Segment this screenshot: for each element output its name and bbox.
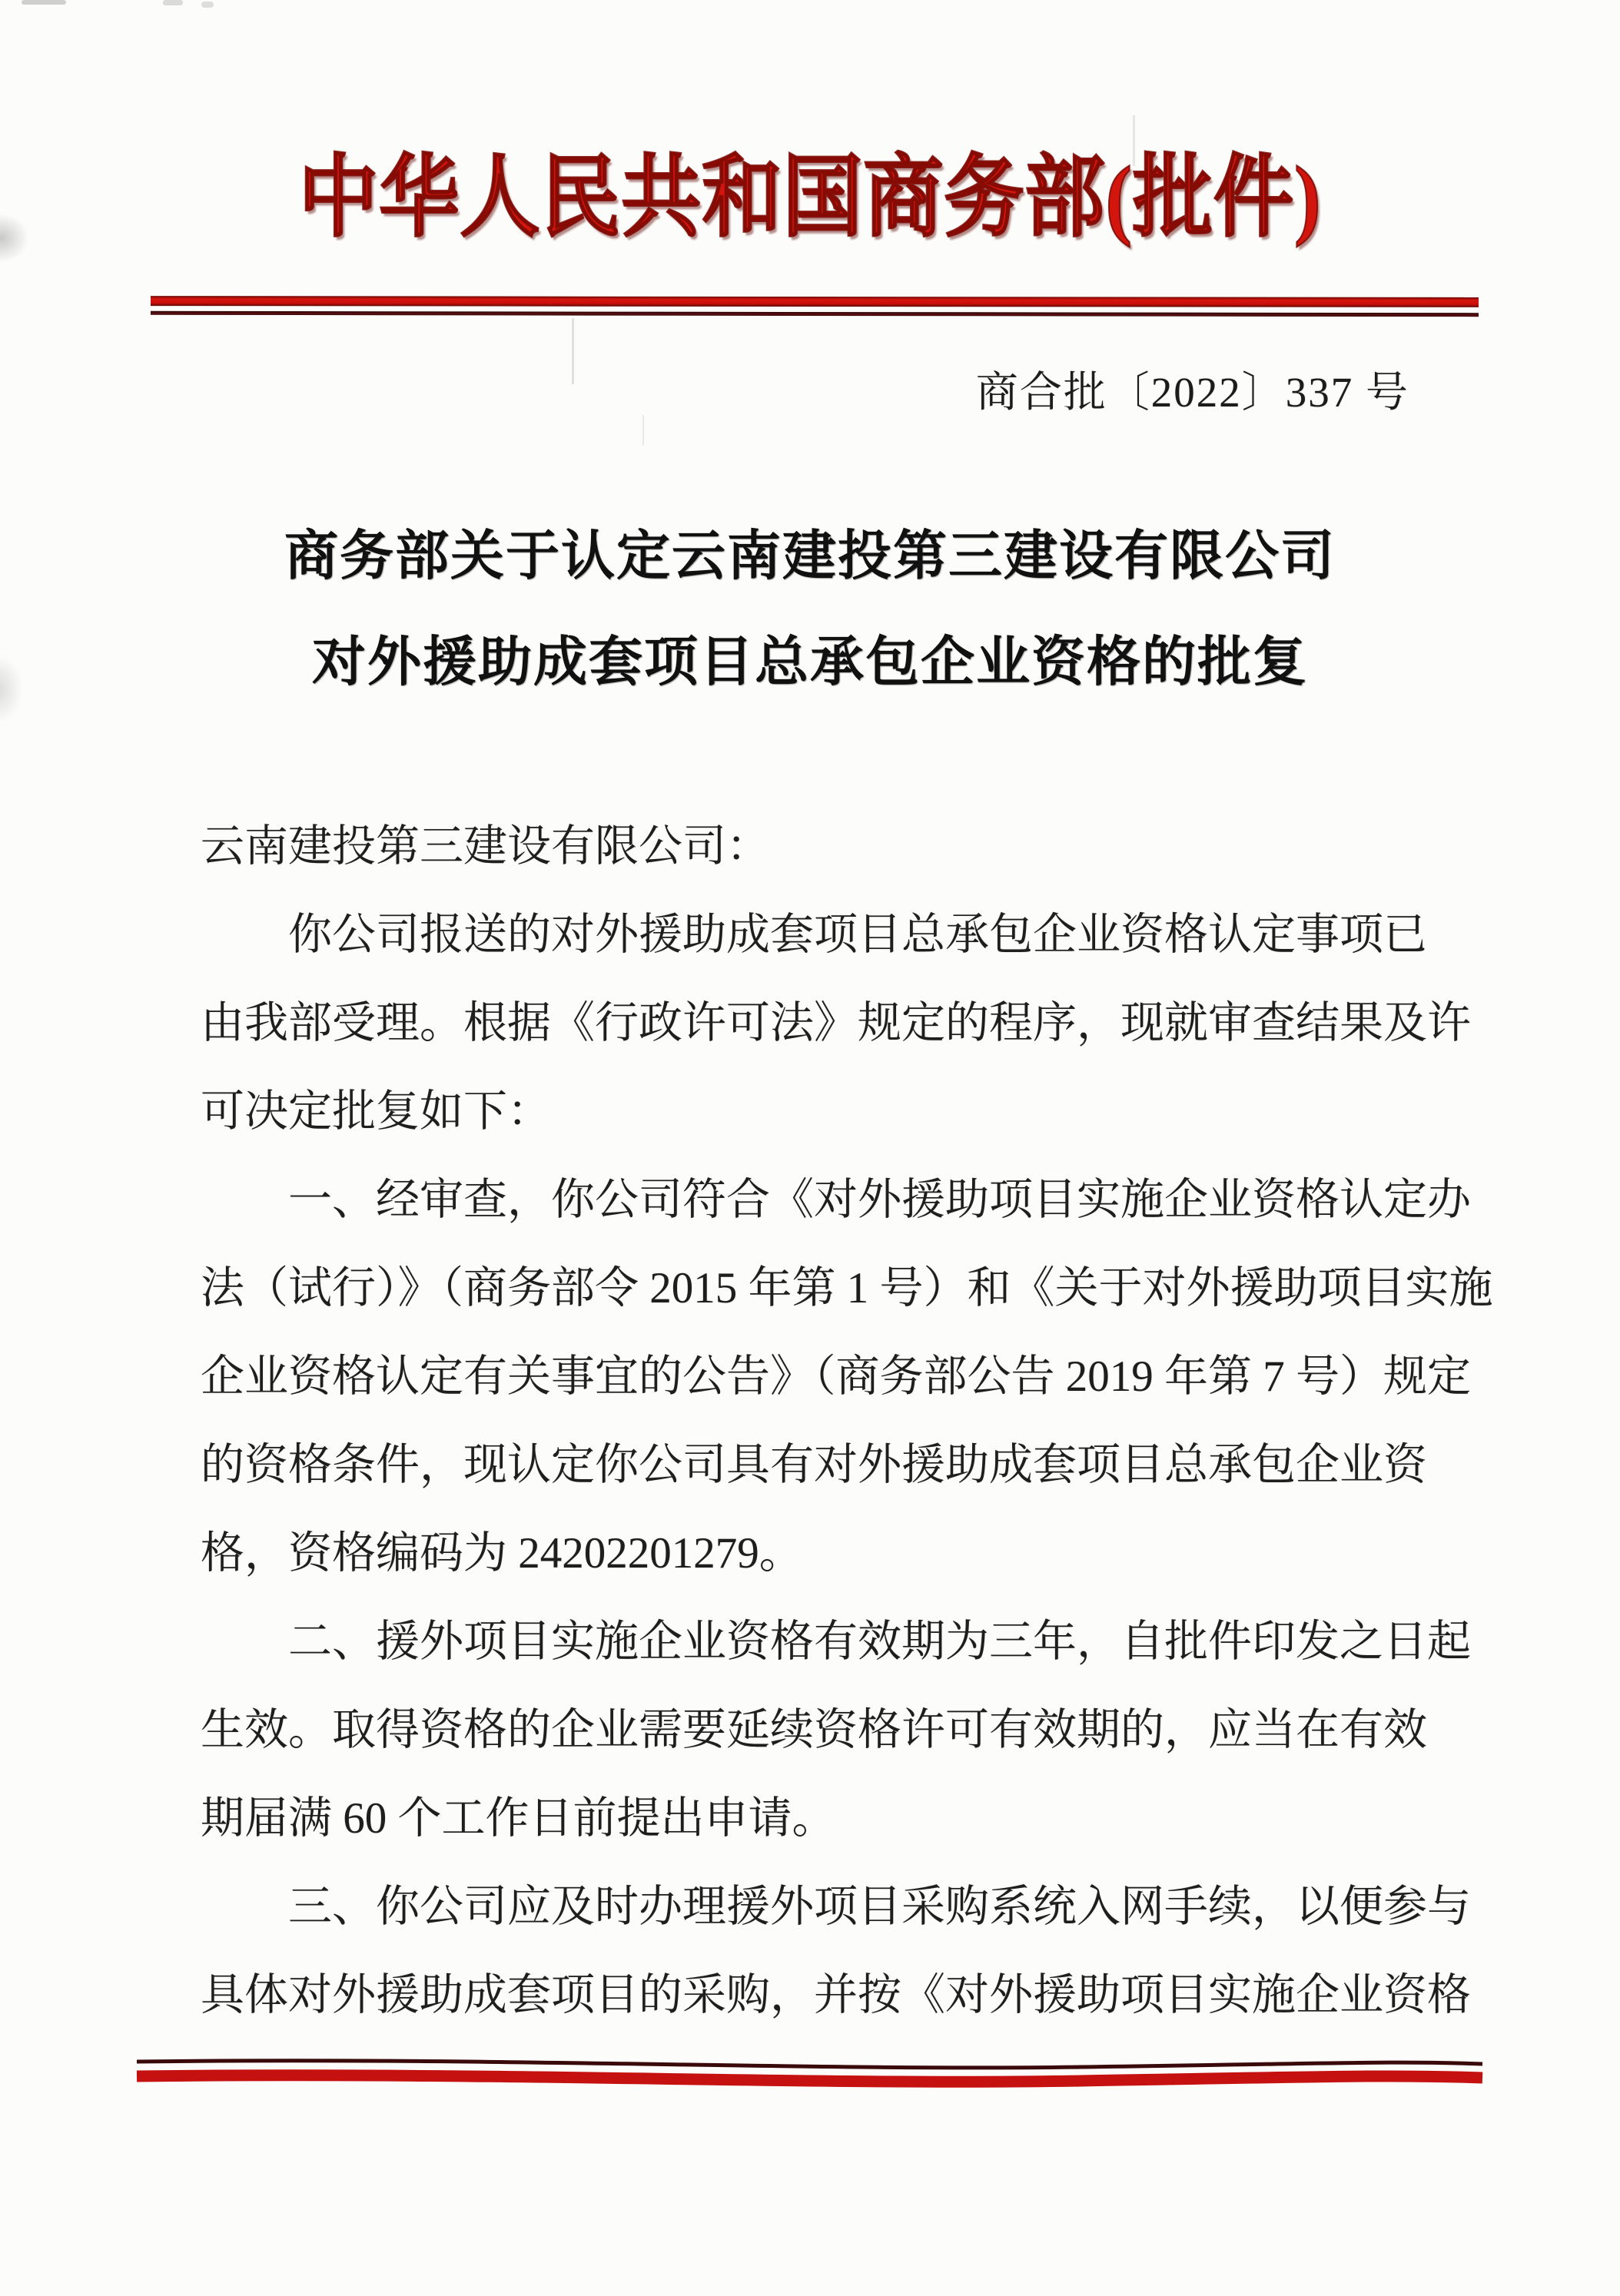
body-line-salutation: 云南建投第三建设有限公司： <box>201 822 770 871</box>
body-line: 具体对外援助成套项目的采购，并按《对外援助项目实施企业资格 <box>201 1971 1471 2019</box>
body-line: 法（试行）》（商务部令 2015 年第 1 号）和《关于对外援助项目实施 <box>201 1264 1493 1312</box>
letterhead-rule-thick <box>151 296 1479 307</box>
body-line: 可决定批复如下： <box>201 1087 551 1136</box>
scan-artifact <box>642 415 644 446</box>
scan-artifact <box>572 318 574 384</box>
body-line: 企业资格认定有关事宜的公告》（商务部公告 2019 年第 7 号）规定 <box>201 1352 1471 1401</box>
body-line: 格，资格编码为 24202201279。 <box>201 1529 803 1578</box>
footer-rule-thin <box>137 2061 1482 2068</box>
body-line-item-1: 一、经审查，你公司符合《对外援助项目实施企业资格认定办 <box>288 1176 1471 1224</box>
body-line-item-2: 二、援外项目实施企业资格有效期为三年，自批件印发之日起 <box>288 1617 1471 1666</box>
body-line: 你公司报送的对外援助成套项目总承包企业资格认定事项已 <box>288 911 1427 959</box>
body-line: 期届满 60 个工作日前提出申请。 <box>201 1794 836 1843</box>
scan-artifact <box>22 0 66 5</box>
document-number: 商合批〔2022〕337 号 <box>975 369 1409 416</box>
document-title-line-2: 对外援助成套项目总承包企业资格的批复 <box>312 633 1308 692</box>
scan-artifact <box>201 2 214 8</box>
document-body <box>201 802 1493 2039</box>
document-title-line-1: 商务部关于认定云南建投第三建设有限公司 <box>284 527 1336 586</box>
body-line: 生效。取得资格的企业需要延续资格许可有效期的，应当在有效 <box>201 1706 1427 1754</box>
document-title <box>0 504 1620 716</box>
scan-artifact <box>163 0 183 5</box>
footer-rule <box>135 2055 1485 2092</box>
letterhead-rule-thin <box>151 311 1479 317</box>
body-line-item-3: 三、你公司应及时办理援外项目采购系统入网手续，以便参与 <box>288 1883 1471 1931</box>
body-line: 由我部受理。根据《行政许可法》规定的程序，现就审查结果及许 <box>201 999 1471 1047</box>
footer-rule-thick <box>137 2075 1482 2082</box>
body-line: 的资格条件，现认定你公司具有对外援助成套项目总承包企业资 <box>201 1441 1427 1489</box>
letterhead-title: 中华人民共和国商务部(批件) <box>298 148 1322 248</box>
